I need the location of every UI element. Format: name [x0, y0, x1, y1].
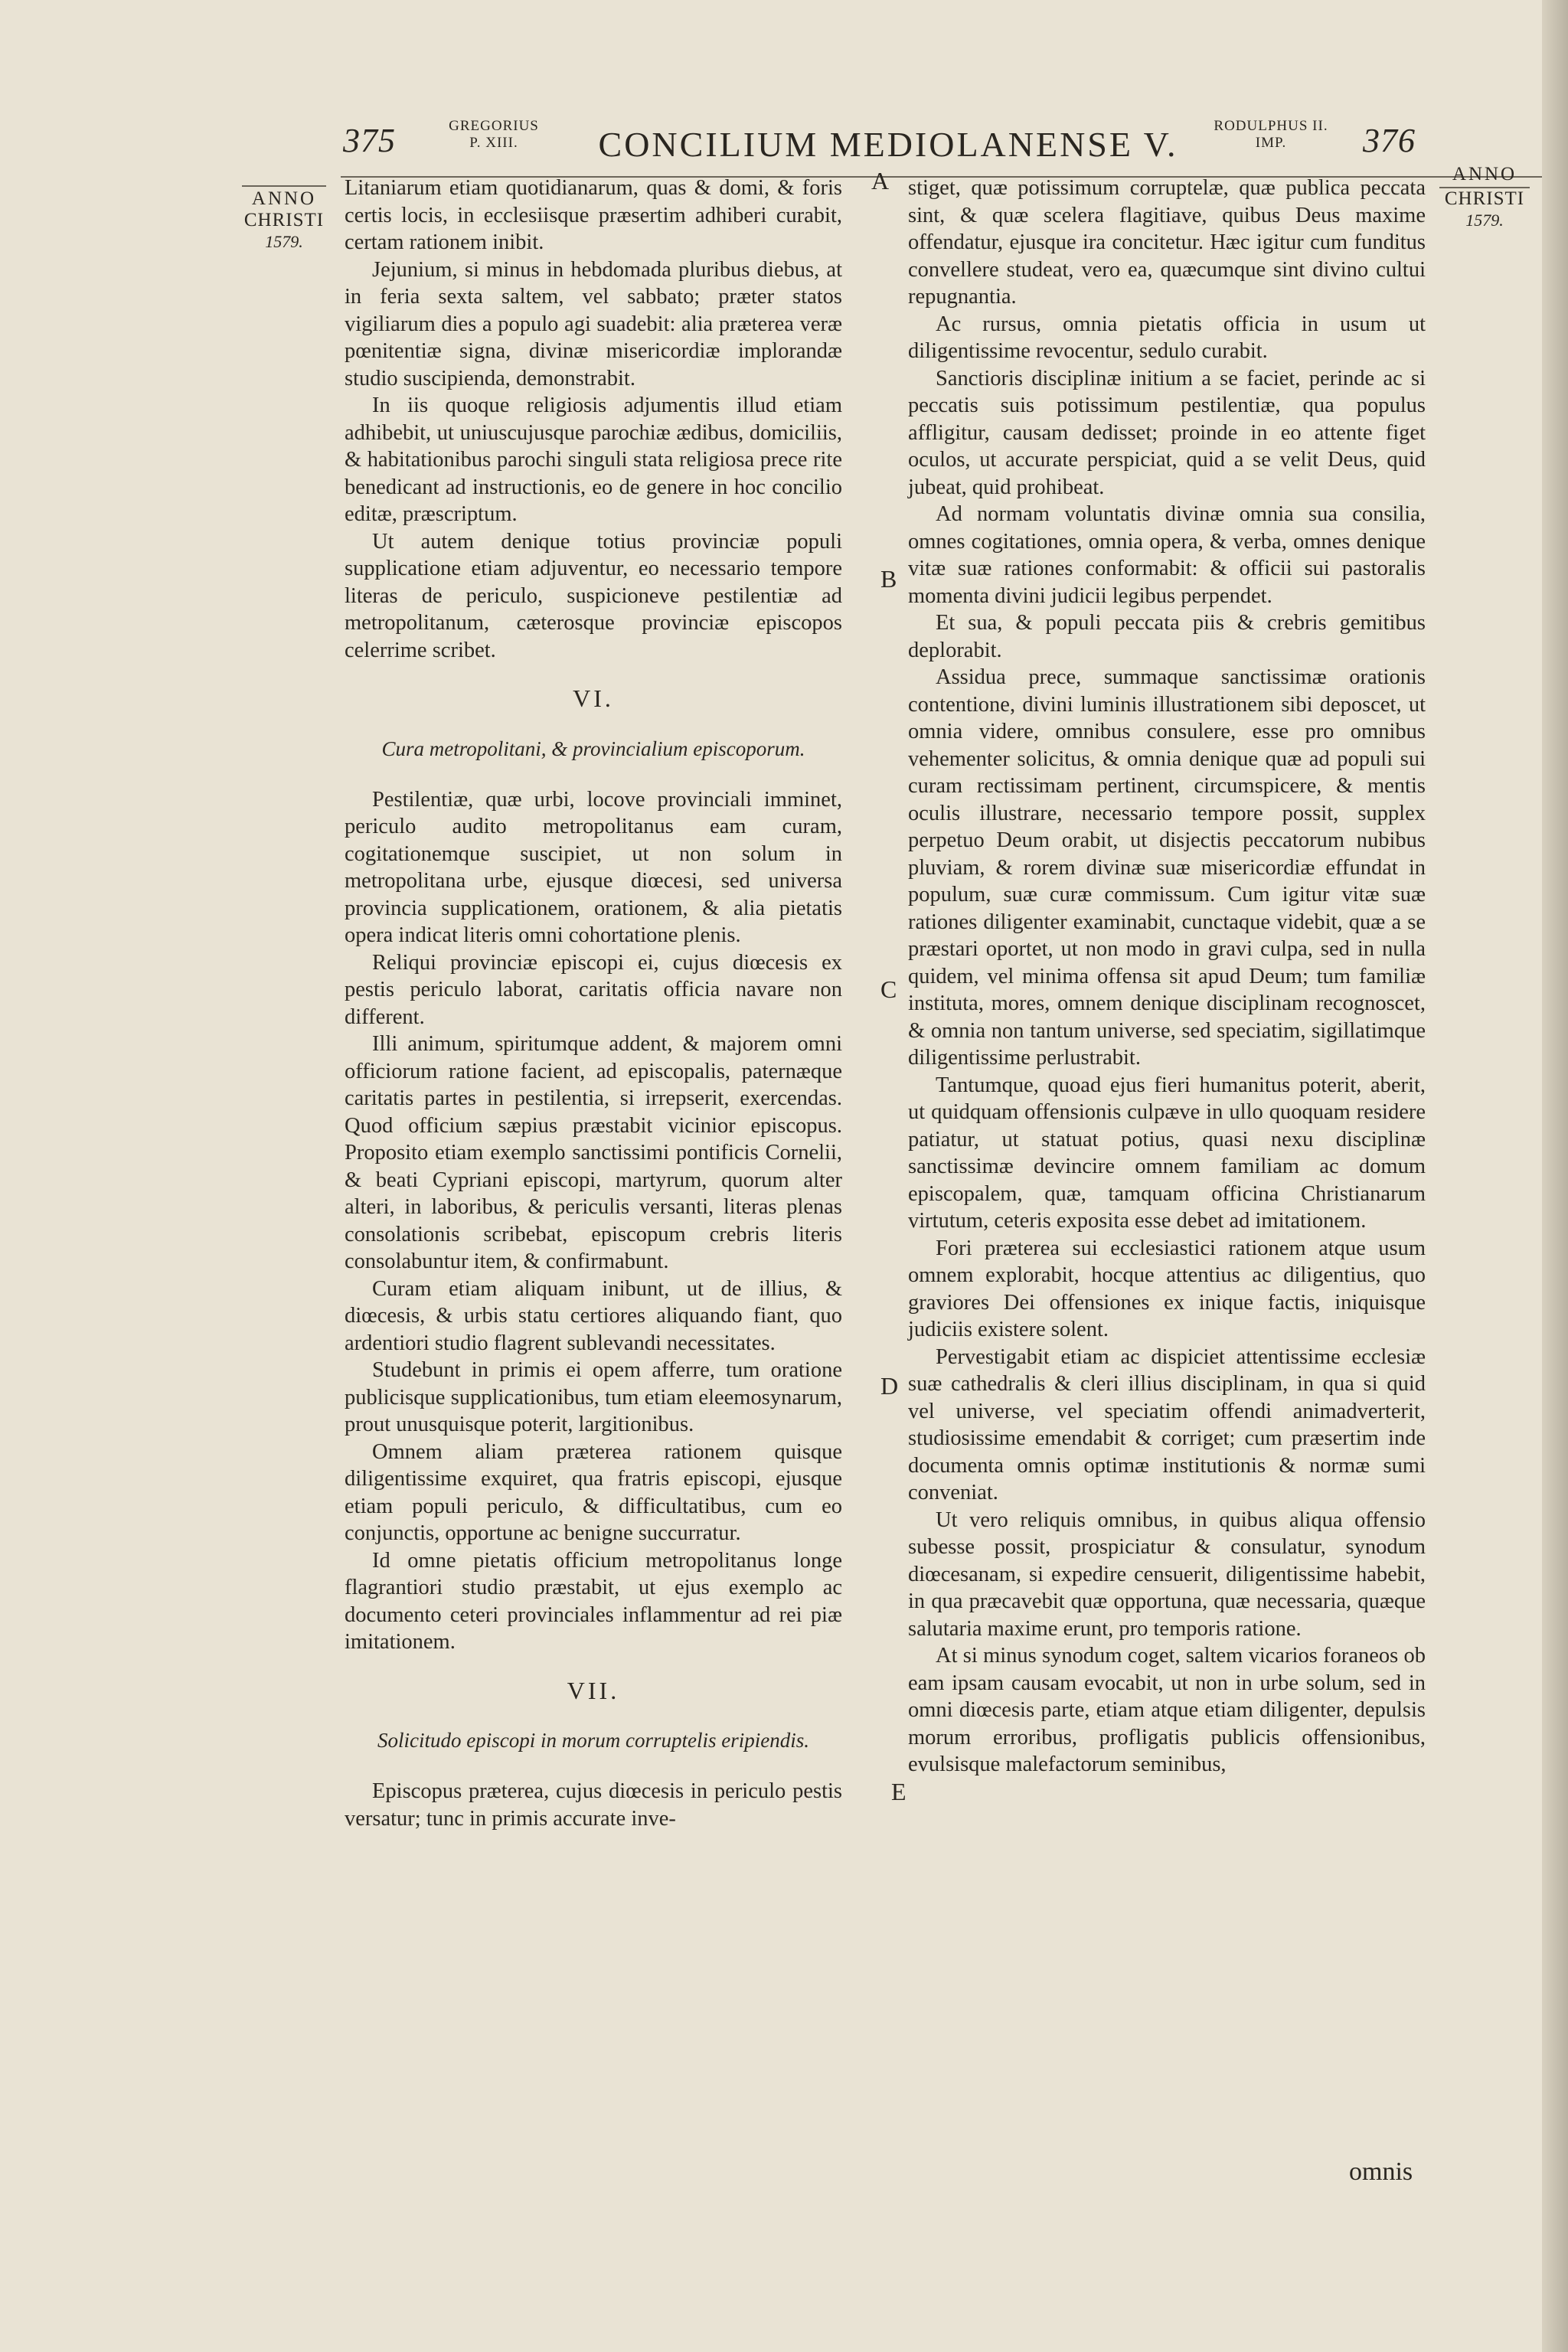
- paragraph: Et sua, & populi peccata piis & crebris gemitibus deplorabit.: [908, 611, 1426, 662]
- section-letter-b: B: [880, 565, 897, 593]
- left-running-head-line-1: GREGORIUS: [449, 118, 539, 134]
- paragraph: Id omne pietatis officium metropolitanus longe flagrantiori studio præstabit, ut ejus exemplo ac documento ceteri provinciales inflammentur ad rei piæ imitationem.: [345, 1548, 842, 1654]
- right-margin-note: [1439, 164, 1530, 231]
- left-page-number: 375: [343, 122, 396, 159]
- paragraph: Studebunt in primis ei opem afferre, tum oratione publicisque supplicationibus, tum etiam eleemosynarum, prout unusquisque poterit, largitionibus.: [345, 1358, 842, 1436]
- paragraph: Reliqui provinciæ episcopi ei, cujus diœcesis ex pestis periculo laborat, caritatis officia navare non different.: [345, 950, 842, 1029]
- left-text-column: [345, 175, 842, 1832]
- paragraph: In iis quoque religiosis adjumentis illud etiam adhibebit, ut uniuscujusque parochiæ ædibus, domiciliis, & habitationibus parochi singuli stata religiosa prece rite benedicant ad instructionis, eo de genere in hoc concilio editæ, præscriptum.: [345, 394, 842, 526]
- paragraph: Pervestigabit etiam ac dispiciet attentissime ecclesiæ suæ cathedralis & cleri illius disciplinam, in qua si quid vel universe, vel speciatim offendi animadverterit, studiosissime emendabit & corriget; cum præsertim inde documenta omnis optimæ institutionis & normæ sumi conveniat.: [908, 1344, 1426, 1504]
- catchword: omnis: [1349, 2158, 1413, 2186]
- paragraph: Tantumque, quoad ejus fieri humanitus poterit, aberit, ut quidquam offensionis culpæve in ullo quoquam residere patiatur, ut statuat potius, quasi nexu disciplinæ sanctissimæ devincire omnem familiam ac domum episcopalem, quæ, tamquam officina Christianarum virtutum, ceteris exposita esse debet ad imitationem.: [908, 1073, 1426, 1233]
- paragraph: Ut vero reliquis omnibus, in quibus aliqua offensio subesse possit, prospiciatur & consulatur, synodum diœcesanam, si expedire censuerit, diligentissime habebit, in qua præcavebit quæ opportuna, quæ necessaria, quæque salutaria maxime erunt, pro temporis ratione.: [908, 1508, 1426, 1641]
- paragraph: Illi animum, spiritumque addent, & majorem omni officiorum ratione facient, ad episcopalis, paternæque caritatis partes in pestilentia, si irrepserit, exercendas. Quod officium sæpius præstabit vicinior episcopus. Proposito etiam exemplo sanctissimi pontificis Cornelii, & beati Cypriani episcopi, martyrum, quorum alter alteri, in laboribus, & periculis versanti, literas plenas consolationis scribebat, episcopum crebris literis consolabuntur item, & confirmabunt.: [345, 1032, 842, 1273]
- paragraph: Ad normam voluntatis divinæ omnia sua consilia, omnes cogitationes, omnia opera, & verba, omnes denique vitæ suæ rationes conformabit: & officii sui pastoralis momenta divini judicii legibus perpendet.: [908, 502, 1426, 608]
- section-number-vii: VII.: [567, 1676, 620, 1704]
- section-number-vi: VI.: [573, 684, 614, 712]
- paragraph: stiget, quæ potissimum corruptelæ, quæ publica peccata sint, & quæ scelera flagitiave, quibus Deus maxime offendatur, ejusque ira concitetur. Hæc igitur cum funditus convellere studeat, vero ea, quæcumque sint divino cultui repugnantia.: [908, 176, 1426, 309]
- page-title: CONCILIUM MEDIOLANENSE V.: [598, 125, 1178, 164]
- right-running-head-line-2: IMP.: [1255, 135, 1287, 151]
- left-running-head-line-2: P. XIII.: [469, 135, 518, 151]
- paragraph: Curam etiam aliquam inibunt, ut de illius, & diœcesis, & urbis statu certiores aliquando fiant, quo ardentiori studio flagrent sublevandi necessitates.: [345, 1276, 842, 1355]
- section-letter-d: D: [880, 1372, 899, 1400]
- margin-anno: ANNO: [242, 185, 326, 210]
- paragraph: Pestilentiæ, quæ urbi, locove provinciali imminet, periculo audito metropolitanus eam curam, cogitationemque suscipiet, ut non solum in metropolitana urbe, ejusque diœcesi, sed universa provincia supplicationem, orationem, & alia pietatis opera indicat literis omni cohortatione plenis.: [345, 787, 842, 947]
- right-running-head: [1194, 118, 1348, 152]
- left-running-head: [436, 118, 551, 152]
- paragraph: Litaniarum etiam quotidianarum, quas & domi, & foris certis locis, in ecclesiisque præsertim adhiberi curabit, certam rationem inibit.: [345, 176, 842, 254]
- section-letter-e: E: [891, 1778, 906, 1805]
- paragraph: Sanctioris disciplinæ initium a se faciet, perinde ac si peccatis suis potissimum pestilentiæ, qua populus affligitur, causam dedisset; proinde in eo attente figet oculos, ut accurate perspiciat, quid a se velit Deus, quid jubeat, quid prohibeat.: [908, 366, 1426, 499]
- margin-anno: ANNO: [1439, 164, 1530, 188]
- margin-year: 1579.: [1465, 211, 1504, 230]
- right-text-column: [908, 175, 1426, 1779]
- paragraph: Assidua prece, summaque sanctissimæ orationis contentione, divini luminis illustrationem sibi deposcet, ut omnia videre, omnibus consulere, esse pro omnibus vehementer solicitus, & omnia denique quæ ad populi sui curam rectissimam pertinent, circumspicere, & mentis oculis illustrare, necessario tempore possit, supplex perpetuo Deum orabit, ut disjectis peccatorum nubibus pluviam, & rorem divinæ suæ misericordiæ effundat in populum, suæ curæ commissum. Cum igitur vitæ suæ rationes diligenter examinabit, cunctaque videbit, quæ a se præstari oportet, ut non modo in gravi culpa, sed in nulla quidem, vel minima offensa sit apud Deum; tum familiæ instituta, mores, omnem denique disciplinam recognoscet, & omnia non tantum universe, sed speciatim, sigillatimque diligentissime perlustrabit.: [908, 665, 1426, 1070]
- margin-christi: CHRISTI: [1444, 188, 1525, 209]
- left-margin-note: [242, 185, 326, 253]
- paragraph: Jejunium, si minus in hebdomada pluribus diebus, at in feria sexta saltem, vel sabbato; præter statos vigiliarum dies a populo agi suadebit: alia præterea veræ pœnitentiæ signa, divinæ misericordiæ implorandæ studio suscipienda, demonstrabit.: [345, 257, 842, 390]
- paragraph: Ac rursus, omnia pietatis officia in usum ut diligentissime revocentur, sedulo curabit.: [908, 312, 1426, 363]
- section-letter-a: A: [871, 167, 890, 194]
- section-title-vi: Cura metropolitani, & provincialium episcoporum.: [381, 737, 805, 760]
- section-title-vii: Solicitudo episcopi in morum corruptelis eripiendis.: [377, 1729, 809, 1752]
- running-header: [0, 115, 1568, 168]
- paragraph: Episcopus præterea, cujus diœcesis in periculo pestis versatur; tunc in primis accurate inve-: [345, 1779, 842, 1831]
- paragraph: Fori præterea sui ecclesiastici rationem atque usum omnem explorabit, hocque attentius ac diligentius, quo graviores Dei offensiones ex inique factis, iniquisque judiciis existere solent.: [908, 1236, 1426, 1341]
- paragraph: Ut autem denique totius provinciæ populi supplicatione etiam adjuventur, eo necessario tempore literas de periculo, suspicioneve pestilentiæ ad metropolitanum, cæterosque provinciæ episcopos celerrime scribet.: [345, 529, 842, 662]
- section-letter-c: C: [880, 975, 897, 1003]
- paragraph: At si minus synodum coget, saltem vicarios foraneos ob eam ipsam causam evocabit, ut non in urbe solum, sed in omni diœcesis parte, etiam atque etiam diligenter, depulsis morum erroribus, profligatis publicis offensionibus, evulsisque malefactorum seminibus,: [908, 1644, 1426, 1776]
- right-running-head-line-1: RODULPHUS II.: [1214, 118, 1328, 134]
- margin-christi: CHRISTI: [243, 210, 325, 230]
- margin-year: 1579.: [265, 232, 303, 251]
- paragraph: Omnem aliam præterea rationem quisque diligentissime exquiret, qua fratris episcopi, ejusque etiam populi periculo, & difficultatibus, cum eo conjunctis, opportune ac benigne succurratur.: [345, 1439, 842, 1545]
- right-page-number: 376: [1363, 122, 1416, 159]
